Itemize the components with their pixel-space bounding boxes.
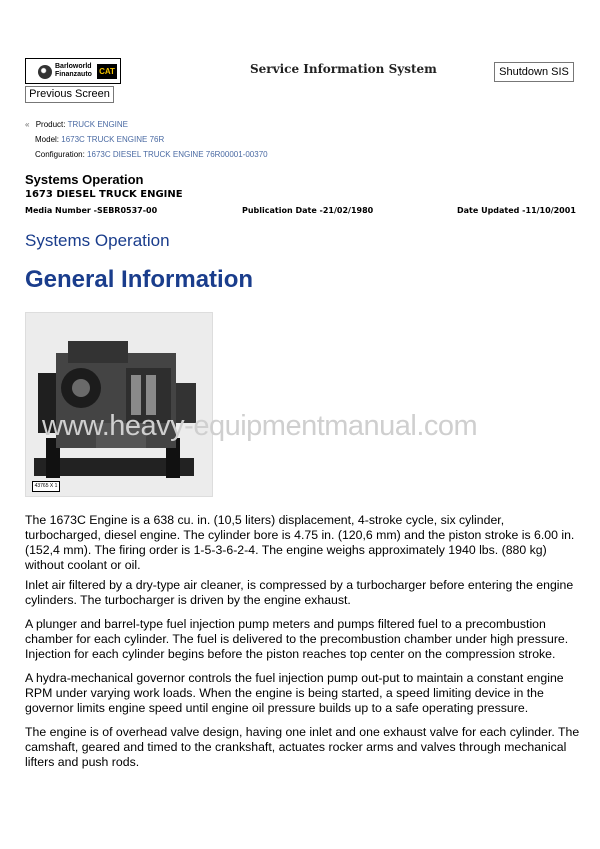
paragraph-3: A plunger and barrel-type fuel injection pump meters and pumps filtered fuel to a precombustion chamber for each cylinder. The fuel is delivered to the precombustion chamber under high pressure. Injection for each cylinder begins before the piston reaches top center on the compression stroke. xyxy=(25,617,569,661)
watermark-text: www.heavy-equipmentmanual.com xyxy=(42,410,478,442)
barloworld-cat-logo xyxy=(25,58,121,84)
paragraph-1: The 1673C Engine is a 638 cu. in. (10,5 liters) displacement, 4-stroke cycle, six cylinder, turbocharged, diesel engine. The cylinder bore is 4.75 in. (120,6 mm) and the piston stroke is 6.00 in. (152,4 mm). The firing order is 1-5-3-6-2-4. The engine weighs approximately 1940 lbs. (880 kg) without coolant or oil. xyxy=(25,513,575,572)
product-value[interactable]: TRUCK ENGINE xyxy=(67,120,129,129)
model-value[interactable]: 1673C TRUCK ENGINE 76R xyxy=(61,135,165,144)
double-chevron-left-icon[interactable]: « xyxy=(25,120,30,129)
cat-logo: CAT xyxy=(97,64,117,79)
engine-photo xyxy=(25,312,213,497)
model-label: Model: xyxy=(35,135,60,144)
main-heading: General Information xyxy=(25,266,254,293)
product-row xyxy=(25,120,128,129)
document-title: Systems Operation xyxy=(25,172,144,187)
section-heading: Systems Operation xyxy=(25,231,170,250)
globe-icon xyxy=(38,65,52,79)
media-number: Media Number -SEBR0537-00 xyxy=(25,206,158,215)
configuration-label: Configuration: xyxy=(35,150,85,159)
product-label: Product: xyxy=(35,120,66,129)
photo-caption: 43765 X 1 xyxy=(32,481,60,492)
shutdown-sis-button[interactable]: Shutdown SIS xyxy=(494,62,574,82)
configuration-row xyxy=(35,150,268,159)
logo-line-2: Finanzauto xyxy=(55,71,92,78)
configuration-value[interactable]: 1673C DIESEL TRUCK ENGINE 76R00001-00370 xyxy=(87,150,268,159)
system-title: Service Information System xyxy=(250,62,437,76)
paragraph-5: The engine is of overhead valve design, having one inlet and one exhaust valve for each cylinder. The camshaft, geared and timed to the crankshaft, actuates rocker arms and valves through mechanical lifters and push rods. xyxy=(25,725,580,769)
logo-line-1: Barloworld xyxy=(55,63,92,70)
model-row xyxy=(35,135,164,144)
engine-illustration xyxy=(26,313,213,497)
logo-text xyxy=(55,63,92,79)
date-updated: Date Updated -11/10/2001 xyxy=(457,206,576,215)
paragraph-4: A hydra-mechanical governor controls the fuel injection pump out-put to maintain a constant engine RPM under varying work loads. When the engine is being started, a speed limiting device in the governor limits engine speed until engine oil pressure builds up to a safe operating pressure. xyxy=(25,671,564,715)
publication-date: Publication Date -21/02/1980 xyxy=(242,206,374,215)
document-subtitle: 1673 DIESEL TRUCK ENGINE xyxy=(25,189,183,200)
previous-screen-button[interactable]: Previous Screen xyxy=(25,86,114,103)
paragraph-2: Inlet air filtered by a dry-type air cleaner, is compressed by a turbocharger before entering the engine cylinders. The turbocharger is driven by the engine exhaust. xyxy=(25,578,574,607)
